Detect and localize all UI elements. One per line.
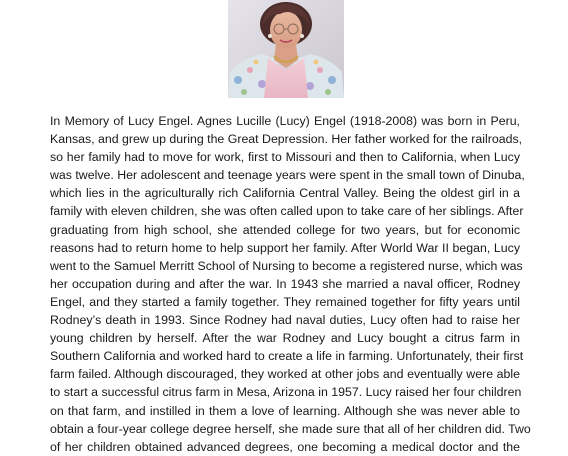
text-line: young children by herself. After the war Rodney and Lucy bought a citrus farm in [50, 331, 520, 346]
text-line: reasons had to return home to help support her family. After World War II began, Lucy [50, 240, 520, 255]
text-line: farm failed. Although discouraged, they worked at other jobs and eventually were able [50, 367, 520, 382]
text-line: was twelve. Her adolescent and teenage years were spent in the small town of Dinuba, [50, 168, 525, 183]
text-line: Kansas, and grew up during the Great Depression. Her father worked for the railroads, [50, 132, 523, 147]
portrait-photo [228, 0, 344, 98]
text-line: on that farm, and instilled in them a love of learning. Although she was never able to [50, 403, 520, 418]
text-line: of her children obtained advanced degrees, one becoming a medical doctor and the [50, 439, 520, 454]
portrait-image [228, 0, 344, 98]
text-line: obtain a four-year college degree herself, she made sure that all of her children did. Two [50, 421, 531, 436]
text-line: Rodney’s death in 1993. Since Rodney had naval duties, Lucy often had to raise her [50, 313, 520, 328]
text-line: so her family had to move for work, first to Missouri and then to California, when Lucy [50, 150, 520, 165]
memorial-paragraph [50, 112, 531, 456]
text-line: Engel, and they started a family together. They remained together for fifty years until [50, 294, 520, 309]
text-line: graduating from high school, she attended college for two years, but for economic [50, 222, 520, 237]
text-line: to start a successful citrus farm in Mesa, Arizona in 1957. Lucy raised her four children [50, 385, 522, 400]
text-line: family with eleven children, she was often called upon to take care of her siblings. After [50, 204, 524, 219]
text-line: her occupation during and after the war. In 1943 she married a naval officer, Rodney [50, 276, 520, 291]
text-line: In Memory of Lucy Engel. Agnes Lucille (Lucy) Engel (1918-2008) was born in Peru, [50, 114, 520, 128]
text-line: which lies in the agriculturally rich California Central Valley. Being the oldest girl in a [50, 186, 520, 201]
text-line: Southern California and worked hard to create a life in farming. Unfortunately, their first [50, 349, 524, 364]
text-line: went to the Samuel Merritt School of Nursing to become a registered nurse, which was [50, 258, 523, 273]
